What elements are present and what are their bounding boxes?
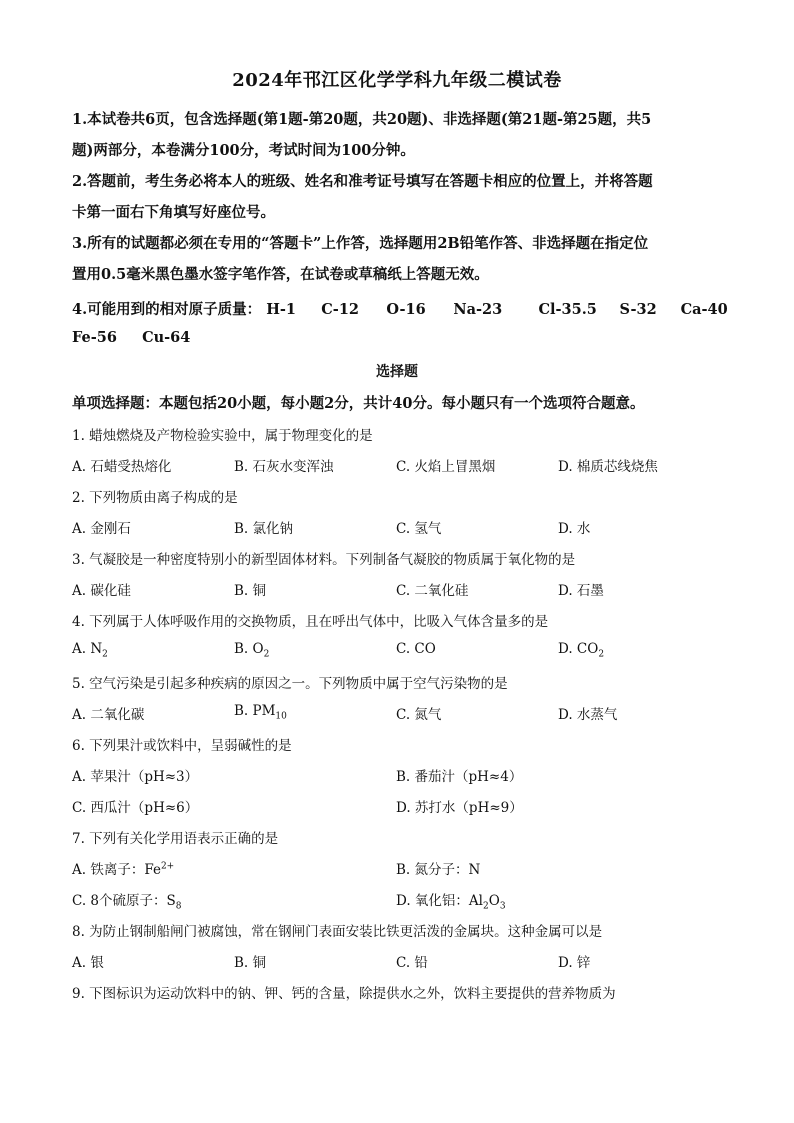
q1-option-b: B. 石灰水变浑浊 bbox=[234, 459, 334, 475]
q8-option-a: A. 银 bbox=[72, 955, 104, 971]
question-3: 3. 气凝胶是一种密度特别小的新型固体材料。下列制备气凝胶的物质属于氧化物的是 bbox=[72, 552, 576, 568]
q2-option-c: C. 氢气 bbox=[396, 521, 442, 537]
q4-option-c: C. CO bbox=[396, 641, 436, 657]
section-title: 选择题 bbox=[376, 364, 418, 380]
q5-option-a: A. 二氧化碳 bbox=[72, 707, 145, 723]
instruction-1: 1.本试卷共6页，包含选择题(第1题-第20题，共20题)、非选择题(第21题-第25题，共5 题)两部分，本卷满分100分，考试时间为100分钟。 bbox=[72, 111, 652, 159]
q3-option-a: A. 碳化硅 bbox=[72, 583, 131, 599]
q4-option-a: A. $N_2$ bbox=[72, 641, 108, 660]
q6-option-a: A. 苹果汁（pH≈3） bbox=[72, 769, 199, 785]
question-9: 9. 下图标识为运动饮料中的钠、钾、钙的含量，除提供水之外，饮料主要提供的营养物质为 bbox=[72, 986, 616, 1002]
q8-option-b: B. 铜 bbox=[234, 955, 267, 971]
q3-option-b: B. 铜 bbox=[234, 583, 267, 599]
q4-option-b: B. $O_2$ bbox=[234, 641, 270, 660]
instruction-3: 3.所有的试题都必须在专用的“答题卡”上作答，选择题用2B铅笔作答、非选择题在指定位 置用0.5毫米黑色墨水签字笔作答，在试卷或草稿纸上答题无效。 bbox=[72, 235, 649, 283]
question-6: 6. 下列果汁或饮料中，呈弱碱性的是 bbox=[72, 738, 292, 754]
question-2: 2. 下列物质由离子构成的是 bbox=[72, 490, 238, 506]
atomic-mass-list-cont: Fe-56 Cu-64 bbox=[72, 329, 191, 346]
q6-option-d: D. 苏打水（pH≈9） bbox=[396, 800, 523, 816]
q6-option-c: C. 西瓜汁（pH≈6） bbox=[72, 800, 199, 816]
q5-option-c: C. 氮气 bbox=[396, 707, 442, 723]
q2-option-d: D. 水 bbox=[558, 521, 591, 537]
q8-option-d: D. 锌 bbox=[558, 955, 591, 971]
question-1: 1. 蜡烛燃烧及产物检验实验中，属于物理变化的是 bbox=[72, 428, 373, 444]
q2-option-a: A. 金刚石 bbox=[72, 521, 131, 537]
q1-option-a: A. 石蜡受热熔化 bbox=[72, 459, 172, 475]
q7-option-a: A. 铁离子：$Fe^{2+}$ bbox=[72, 861, 175, 878]
q3-option-d: D. 石墨 bbox=[558, 583, 604, 599]
section-intro: 单项选择题：本题包括20小题，每小题2分，共计40分。每小题只有一个选项符合题意。 bbox=[72, 395, 645, 412]
question-4: 4. 下列属于人体呼吸作用的交换物质，且在呼出气体中，比吸入气体含量多的是 bbox=[72, 614, 549, 630]
q4-option-d: D. $CO_2$ bbox=[558, 641, 605, 660]
page-title: 2024年邗江区化学学科九年级二模试卷 bbox=[232, 70, 562, 91]
q1-option-d: D. 棉质芯线烧焦 bbox=[558, 459, 658, 475]
q3-option-c: C. 二氧化硅 bbox=[396, 583, 469, 599]
q7-option-b: B. 氮分子：N bbox=[396, 862, 481, 878]
question-5: 5. 空气污染是引起多种疾病的原因之一。下列物质中属于空气污染物的是 bbox=[72, 676, 508, 692]
q5-option-d: D. 水蒸气 bbox=[558, 707, 618, 723]
q5-option-b: B. $PM_{10}$ bbox=[234, 703, 287, 722]
question-7: 7. 下列有关化学用语表示正确的是 bbox=[72, 831, 279, 847]
q2-option-b: B. 氯化钠 bbox=[234, 521, 294, 537]
q8-option-c: C. 铅 bbox=[396, 955, 428, 971]
q6-option-b: B. 番茄汁（pH≈4） bbox=[396, 769, 523, 785]
instruction-2: 2.答题前，考生务必将本人的班级、姓名和准考证号填写在答题卡相应的位置上，并将答题 卡第一面右下角填写好座位号。 bbox=[72, 173, 653, 221]
q7-option-d: D. 氧化铝：$Al_2O_3$ bbox=[396, 893, 506, 912]
q7-option-c: C. 8个硫原子：$S_8$ bbox=[72, 893, 182, 912]
atomic-mass-list: 4.可能用到的相对原子质量： H-1 C-12 O-16 Na-23 Cl-35.5 S-32 Ca-40 bbox=[72, 301, 728, 318]
q1-option-c: C. 火焰上冒黑烟 bbox=[396, 459, 496, 475]
question-8: 8. 为防止钢制船闸门被腐蚀，常在钢闸门表面安装比铁更活泼的金属块。这种金属可以是 bbox=[72, 924, 603, 940]
